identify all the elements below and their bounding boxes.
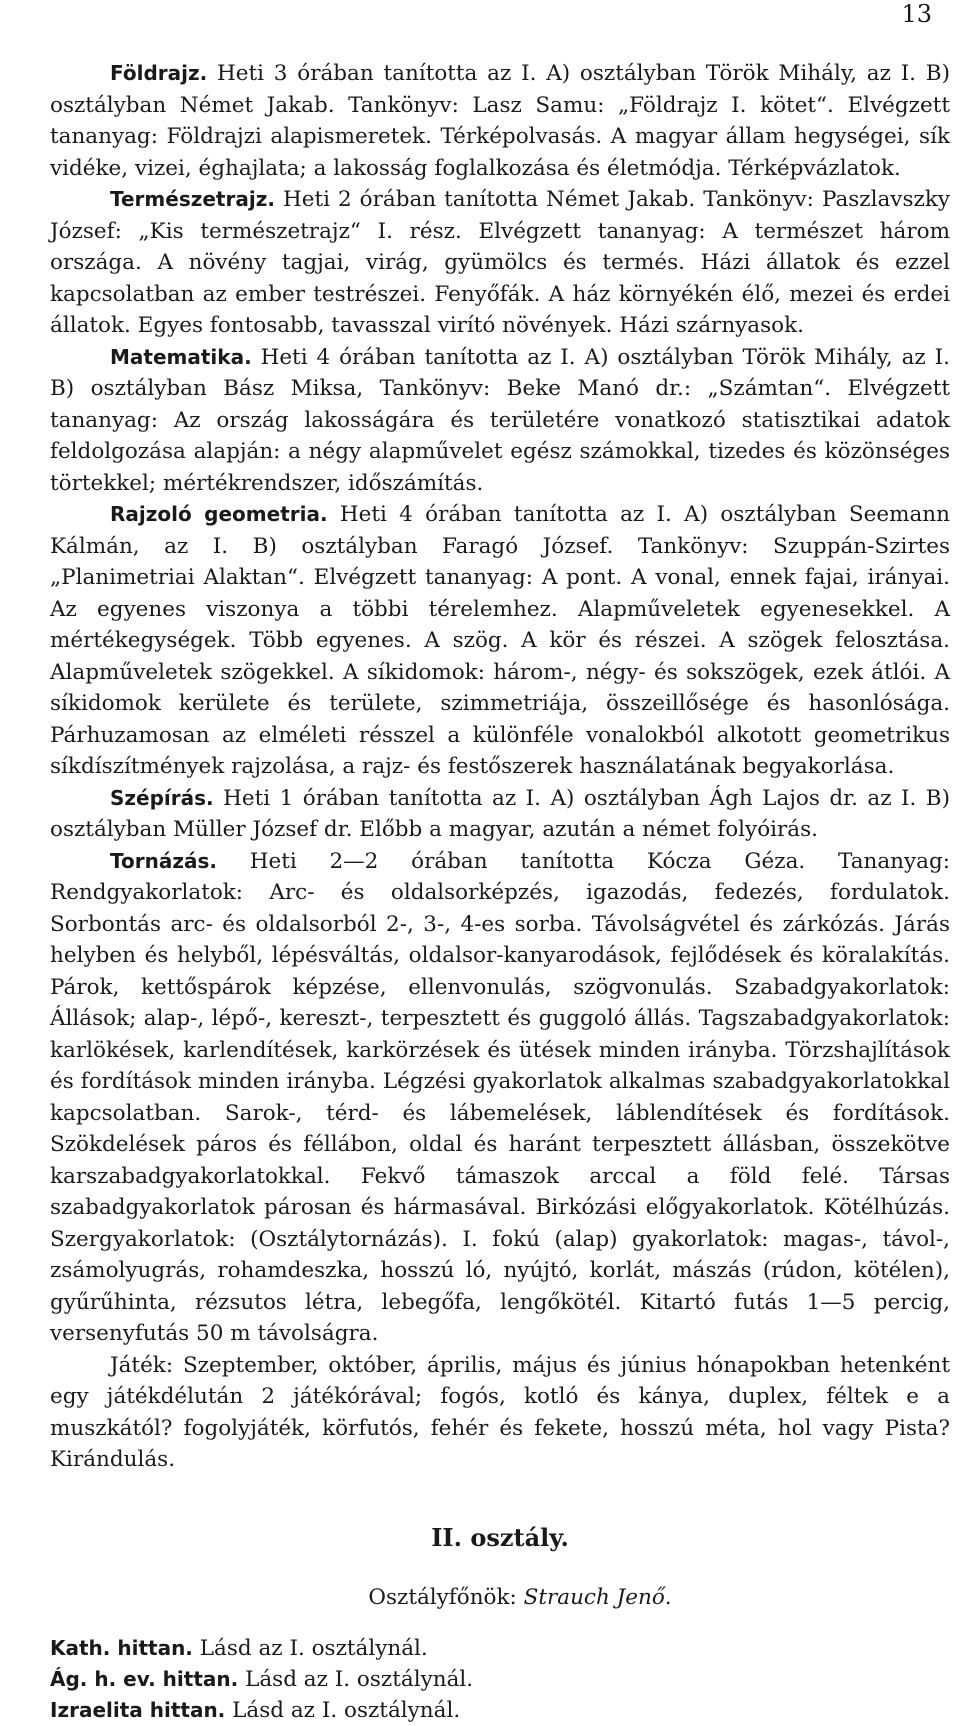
religion-section: [50, 1633, 950, 1726]
heading-szepiras: Szépírás.: [110, 785, 214, 810]
paragraph-matematika: [50, 342, 950, 500]
text-szepiras: Heti 1 órában tanította az I. A) osztályban Ágh Lajos dr. az I. B) osztályban Müller József dr. Előbb a magyar, azután a német folyóirás.: [50, 785, 950, 842]
class-teacher-label: Osztályfőnök:: [368, 1584, 524, 1610]
text-ag-h-ev-hittan: Lásd az I. osztálynál.: [238, 1666, 474, 1692]
paragraph-szepiras: [50, 783, 950, 846]
text-rajzolo-geometria: Heti 4 órában tanította az I. A) osztályban Seemann Kálmán, az I. B) osztályban Faragó József. Tankönyv: Szuppán-Szirtes „Planimetriai Alaktan“. Elvégzett tananyag: A pont. A vonal, ennek fajai, irányai. Az egyenes viszonya a többi térelemhez. Alapműveletek egyenesekkel. A mértékegységek. Több egyenes. A szög. A kör és részei. A szögek felosztása. Alapműveletek szögekkel. A síkidomok: három-, négy- és sokszögek, ezek átlói. A síkidomok kerülete és területe, szimmetriája, összeillősége és hasonlósága. Párhuzamosan az elméleti résszel a különféle vonalokból alkotott geometrikus síkdíszítmények rajzolása, a rajz- és festőszerek használatának begyakorlása.: [50, 502, 950, 779]
religion-line-ag-h-ev: [50, 1664, 950, 1695]
class-title: II. osztály.: [431, 1522, 569, 1552]
text-kath-hittan: Lásd az I. osztálynál.: [192, 1635, 428, 1661]
paragraph-rajzolo-geometria: [50, 499, 950, 783]
text-matematika: Heti 4 órában tanította az I. A) osztályban Török Mihály, az I. B) osztályban Bász Miksa, Tankönyv: Beke Manó dr.: „Számtan“. Elvégzett tananyag: Az ország lakosságára és területére vonatkozó statisztikai adatok feldolgozása alapján: a négy alapművelet egész számokkal, tizedes és közönséges törtekkel; mértékrendszer, időszámítás.: [50, 344, 950, 496]
heading-izraelita-hittan: Izraelita hittan.: [50, 1697, 226, 1722]
heading-matematika: Matematika.: [110, 344, 252, 369]
text-jatek: Játék: Szeptember, október, április, május és június hónapokban hetenként egy játékdélután 2 játékórával; fogós, kotló és kánya, duplex, féltek e a muszkától? fogolyjáték, körfutós, fehér és fekete, hosszú méta, hol vagy Pista? Kirándulás.: [50, 1352, 950, 1472]
paragraph-tornazas: [50, 846, 950, 1350]
class-teacher: [50, 1582, 950, 1613]
text-foldrajz: Heti 3 órában tanította az I. A) osztályban Török Mihály, az I. B) osztályban Német Jakab. Tankönyv: Lasz Samu: „Földrajz I. kötet“. Elvégzett tananyag: Földrajzi alapismeretek. Térképolvasás. A magyar állam hegységei, sík vidéke, vizei, éghajlata; a lakosság foglalkozása és életmódja. Térképvázlatok.: [50, 61, 950, 181]
text-tornazas: Heti 2—2 órában tanította Kócza Géza. Tananyag: Rendgyakorlatok: Arc- és oldalsorképzés, igazodás, fedezés, fordulatok. Sorbontás arc- és oldalsorból 2-, 3-, 4-es sorba. Távolságvétel és zárkózás. Járás helyben és helyből, lépésváltás, oldalsor-kanyarodások, fejlődések és köralakítás. Párok, kettőspárok képzése, ellenvonulás, szögvonulás. Szabadgyakorlatok: Állások; alap-, lépő-, kereszt-, terpesztett és guggoló állás. Tagszabadgyakorlatok: karlökések, karlendítések, karkörzések és ütések minden irányba. Törzshajlítások és fordítások minden irányba. Légzési gyakorlatok alkalmas szabadgyakorlatokkal kapcsolatban. Sarok-, térd- és lábemelések, láblendítések és fordítások. Szökdelések páros és féllábon, oldal és haránt terpesztett állásban, összekötve karszabadgyakorlatokkal. Fekvő támaszok arccal a föld felé. Társas szabadgyakorlatok párosan és hármasával. Birkózási előgyakorlatok. Kötélhúzás. Szergyakorlatok: (Osztálytornázás). I. fokú (alap) gyakorlatok: magas-, távol-, zsámolyugrás, rohamdeszka, hosszú ló, nyújtó, korlát, mászás (rúdon, kötélen), gyűrűhinta, rézsutos létra, lebegőfa, lengőkötél. Kitartó futás 1—5 percig, versenyfutás 50 m távolságra.: [50, 848, 950, 1346]
heading-foldrajz: Földrajz.: [110, 61, 208, 85]
heading-termeszetrajz: Természetrajz.: [110, 187, 275, 211]
heading-ag-h-ev-hittan: Ág. h. ev. hittan.: [50, 1666, 239, 1691]
religion-line-izraelita: [50, 1695, 950, 1726]
heading-rajzolo-geometria: Rajzoló geometria.: [110, 502, 328, 526]
document-body: [50, 58, 950, 1726]
text-izraelita-hittan: Lásd az I. osztálynál.: [225, 1697, 461, 1723]
page-number: 13: [901, 0, 932, 28]
heading-kath-hittan: Kath. hittan.: [50, 1635, 193, 1660]
paragraph-foldrajz: [50, 58, 950, 184]
paragraph-termeszetrajz: [50, 184, 950, 342]
class-teacher-name: Strauch Jenő.: [523, 1584, 672, 1610]
text-termeszetrajz: Heti 2 órában tanította Német Jakab. Tankönyv: Paszlavszky József: „Kis természetrajz“ I. rész. Elvégzett tananyag: A természet három országa. A növény tagjai, virág, gyümölcs és termés. Házi állatok és ezzel kapcsolatban az ember testrészei. Fenyőfák. A ház környékén élő, mezei és erdei állatok. Egyes fontosabb, tavasszal virító növények. Házi szárnyasok.: [50, 187, 950, 338]
heading-tornazas: Tornázás.: [110, 848, 217, 873]
religion-line-kath: [50, 1633, 950, 1664]
paragraph-jatek: [50, 1350, 950, 1476]
